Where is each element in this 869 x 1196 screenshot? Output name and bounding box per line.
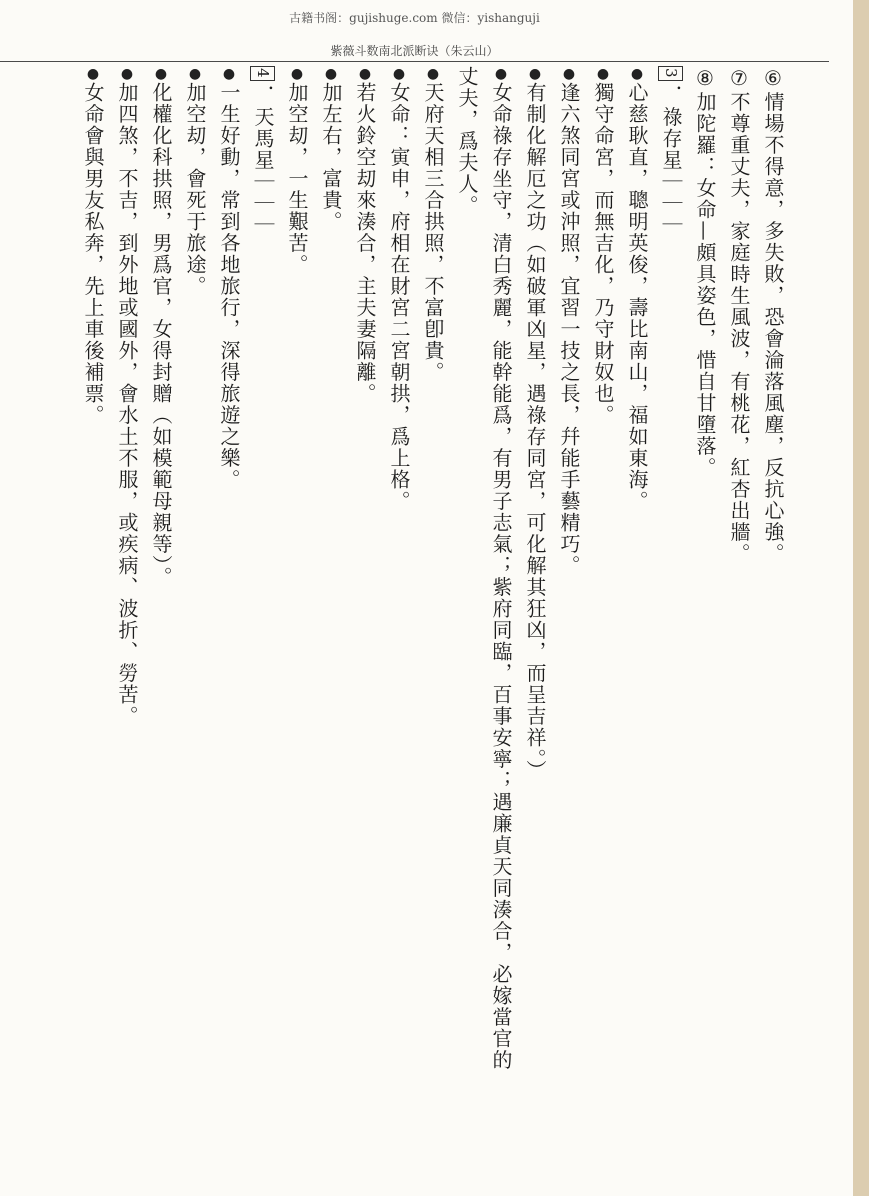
text-line — [212, 66, 246, 1186]
line-marker: ⑦ — [727, 66, 751, 92]
line-text: 女命祿存坐守，清白秀麗，能幹能爲，有男子志氣；紫府同臨，百事安寧；遇廉貞天同湊合，必嫁當官的 — [489, 82, 513, 1071]
bullet-marker: ● — [391, 66, 407, 82]
text-line — [756, 66, 790, 1186]
text-line — [620, 66, 654, 1186]
line-text: 加左右，富貴。 — [319, 82, 343, 233]
text-line — [586, 66, 620, 1186]
line-text: 加陀羅：女命—頗具姿色，惜自甘墮落。 — [693, 91, 717, 479]
line-text: 情場不得意，多失敗，恐會淪落風塵，反抗心強。 — [761, 91, 785, 565]
bullet-marker: ● — [527, 66, 543, 82]
bullet-marker: ● — [153, 66, 169, 82]
bullet-marker: ● — [289, 66, 305, 82]
text-line — [518, 66, 552, 1186]
line-text: 加空刧，會死于旅途。 — [183, 82, 207, 297]
header-divider — [0, 61, 829, 62]
vertical-text-body — [30, 66, 790, 1186]
line-marker: ⑧ — [693, 66, 717, 92]
text-line — [314, 66, 348, 1186]
bullet-marker: ● — [493, 66, 509, 82]
page-edge-strip — [853, 0, 869, 1196]
line-text: 天府天相三合拱照，不富卽貴。 — [421, 82, 445, 383]
line-text: 女命：寅申，府相在財宮二宮朝拱，爲上格。 — [387, 82, 411, 512]
text-line — [722, 66, 756, 1186]
text-line — [382, 66, 416, 1186]
bullet-marker: ● — [357, 66, 373, 82]
line-text: 不尊重丈夫，家庭時生風波，有桃花，紅杏出牆。 — [727, 91, 751, 565]
line-text: 若火鈴空刧來湊合，主夫妻隔離。 — [353, 82, 377, 405]
line-text: 加四煞，不吉，到外地或國外，會水土不服，或疾病、波折、勞苦。 — [115, 82, 139, 727]
bullet-marker: ● — [595, 66, 611, 82]
line-text: 化權化科拱照，男爲官，女得封贈（如模範母親等）。 — [149, 82, 173, 588]
line-text: 有制化解厄之功（如破軍凶星，遇祿存同宮，可化解其狂凶，而呈吉祥。） — [523, 82, 547, 782]
section-heading-text: ．天馬星｜｜｜ — [251, 85, 275, 236]
text-line — [688, 66, 722, 1186]
text-line — [416, 66, 450, 1186]
bullet-marker: ● — [561, 66, 577, 82]
text-line — [552, 66, 586, 1186]
bullet-marker: ● — [85, 66, 101, 82]
text-line — [348, 66, 382, 1186]
line-text: 女命會與男友私奔，先上車後補票。 — [81, 82, 105, 426]
book-title: 紫薇斗数南北派断诀（朱云山） — [330, 44, 499, 58]
section-number-box: 4 — [250, 66, 275, 81]
text-line — [484, 66, 518, 1186]
text-line — [178, 66, 212, 1186]
line-text: 心慈耿直，聰明英俊，壽比南山，福如東海。 — [625, 82, 649, 512]
bullet-marker: ● — [629, 66, 645, 82]
line-text: 加空刧，一生艱苦。 — [285, 82, 309, 276]
line-text: 獨守命宮，而無吉化，乃守財奴也。 — [591, 82, 615, 426]
bullet-marker: ● — [187, 66, 203, 82]
bullet-marker: ● — [119, 66, 135, 82]
bullet-marker: ● — [425, 66, 441, 82]
text-line-continuation — [450, 66, 484, 1186]
line-marker: ⑥ — [761, 66, 785, 92]
section-heading — [654, 66, 688, 1186]
text-line — [76, 66, 110, 1186]
line-text: 一生好動，常到各地旅行，深得旅遊之樂。 — [217, 82, 241, 491]
bullet-marker: ● — [221, 66, 237, 82]
section-number-box: 3 — [658, 66, 683, 81]
section-heading — [246, 66, 280, 1186]
section-heading-text: ．祿存星｜｜｜ — [659, 85, 683, 236]
text-line — [280, 66, 314, 1186]
source-watermark-line: 古籍书阁：gujishuge.com 微信：yishanguji — [289, 11, 540, 25]
text-line — [144, 66, 178, 1186]
text-line — [110, 66, 144, 1186]
line-text: 逢六煞同宮或沖照，宜習一技之長，幷能手藝精巧。 — [557, 82, 581, 577]
bullet-marker: ● — [323, 66, 339, 82]
line-text: 丈夫，爲夫人。 — [455, 66, 479, 217]
